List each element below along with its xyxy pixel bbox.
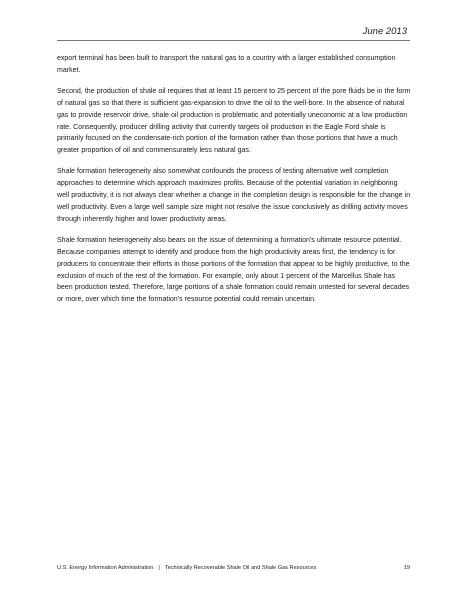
footer-report-title: Technically Recoverable Shale Oil and Shale Gas Resources [164, 565, 317, 571]
paragraph: export terminal has been built to transport the natural gas to a country with a larger established consumption market. [57, 55, 396, 74]
header-date: June 2013 [362, 26, 407, 37]
footer-source [57, 565, 316, 571]
paragraph: Shale formation heterogeneity also somewhat confounds the process of testing alternative well completion approaches to determine which approach maximizes profits. Because of the potential variation in neighboring well productivity, it is not always clear whether a change in the completion design is responsible for the change in well productivity. Even a large well sample size might not resolve the issue conclusively as drilling activity moves through inherently higher and lower productivity areas. [57, 168, 411, 223]
document-body [57, 53, 411, 315]
paragraph: Shale formation heterogeneity also bears on the issue of determining a formation’s ultimate resource potential. Because companies attempt to identify and produce from the high productivity areas first, the tendency is for producers to concentrate their efforts in those portions of the formation that appear to be highly productive, to the exclusion of much of the rest of the formation. For example, only about 1 percent of the Marcellus Shale has been production tested. Therefore, large portions of a shale formation could remain untested for several decades or more, over which time the formation’s resource potential could remain uncertain. [57, 236, 410, 304]
footer-separator: | [158, 565, 160, 571]
paragraph: Second, the production of shale oil requires that at least 15 percent to 25 percent of the pore fluids be in the form of natural gas so that there is sufficient gas-expansion to drive the oil to the well-bore. In the absence of natural gas to provide reservoir drive, shale oil production is problematic and potentially uneconomic at a low production rate. Consequently, producer drilling activity that currently targets oil production in the Eagle Ford shale is primarily focused on the condensate-rich portion of the formation rather than those portions that have a much greater proportion of oil and commensurately less natural gas. [57, 87, 411, 155]
header-rule [57, 40, 410, 41]
page-number: 19 [403, 565, 410, 571]
footer-agency: U.S. Energy Information Administration [57, 565, 154, 571]
page-footer [57, 565, 410, 571]
